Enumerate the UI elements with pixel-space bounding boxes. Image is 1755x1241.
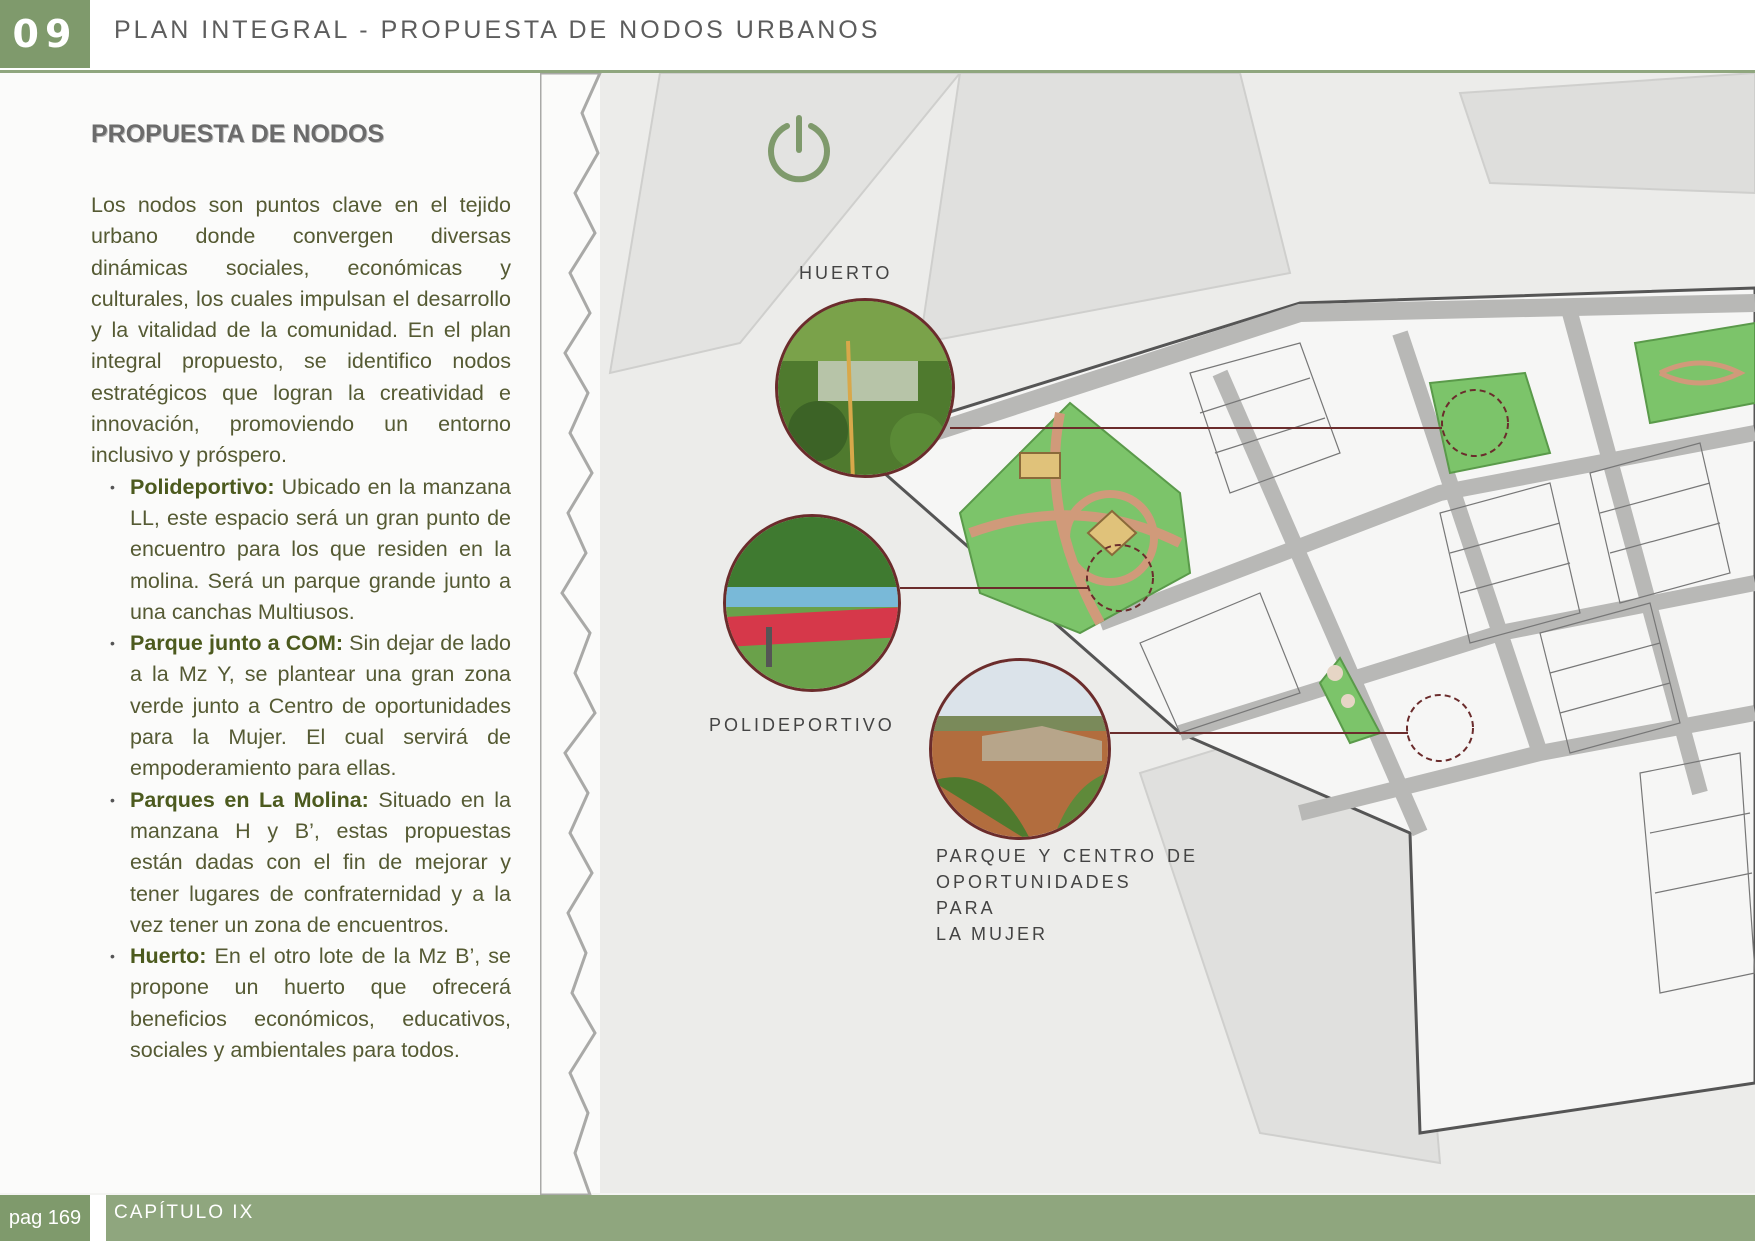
- site-plan: [540, 73, 1755, 1193]
- power-icon: [760, 112, 838, 190]
- polideportivo-photo: [723, 514, 901, 692]
- torn-paper-edge: [540, 73, 650, 1195]
- label-parque-com: [936, 843, 1198, 947]
- label-parque-line2: OPORTUNIDADES PARA: [936, 872, 1132, 918]
- huerto-photo: [775, 298, 955, 478]
- page-title: PLAN INTEGRAL - PROPUESTA DE NODOS URBANOS: [114, 16, 881, 44]
- chapter-number: 09: [0, 0, 90, 68]
- list-item: • Parques en La Molina: Situado en la manzana H y B’, estas propuestas están dadas con el fin de mejorar y tener lugares de confraternidad y a la vez tener un zona de encuentros.: [130, 785, 511, 941]
- section-title: PROPUESTA DE NODOS: [91, 120, 385, 148]
- label-huerto: HUERTO: [799, 263, 893, 283]
- list-item: • Parque junto a COM: Sin dejar de lado a la Mz Y, se plantear una gran zona verde junto a Centro de oportunidades para la Mujer. El cual servirá de empoderamiento para ellas.: [130, 628, 511, 784]
- intro-paragraph: Los nodos son puntos clave en el tejido urbano donde convergen diversas dinámicas sociales, económicas y culturales, los cuales impulsan el desarrollo y la vitalidad de la comunidad. En el plan integral propuesto, se identifico nodos estratégicos que logran la creatividad e innovación, promoviendo un entorno inclusivo y próspero.: [91, 193, 511, 468]
- footer-band: [106, 1195, 1755, 1241]
- parque-com-photo: [929, 658, 1111, 840]
- label-polideportivo: POLIDEPORTIVO: [709, 715, 895, 735]
- site-plan-drawing: [540, 73, 1755, 1193]
- list-item: • Polideportivo: Ubicado en la manzana LL, este espacio será un gran punto de encuentro para los que residen en la molina. Será un parque grande junto a una canchas Multiusos.: [130, 472, 511, 628]
- label-parque-line1: PARQUE Y CENTRO DE: [936, 846, 1198, 866]
- page-number: pag 169: [0, 1195, 90, 1241]
- body-text: [91, 190, 511, 1066]
- chapter-label: CAPÍTULO IX: [114, 1202, 255, 1223]
- node-list: [91, 472, 511, 1067]
- label-parque-line3: LA MUJER: [936, 924, 1049, 944]
- list-item: • Huerto: En el otro lote de la Mz B’, se propone un huerto que ofrecerá beneficios económicos, educativos, sociales y ambientales para todos.: [130, 941, 511, 1066]
